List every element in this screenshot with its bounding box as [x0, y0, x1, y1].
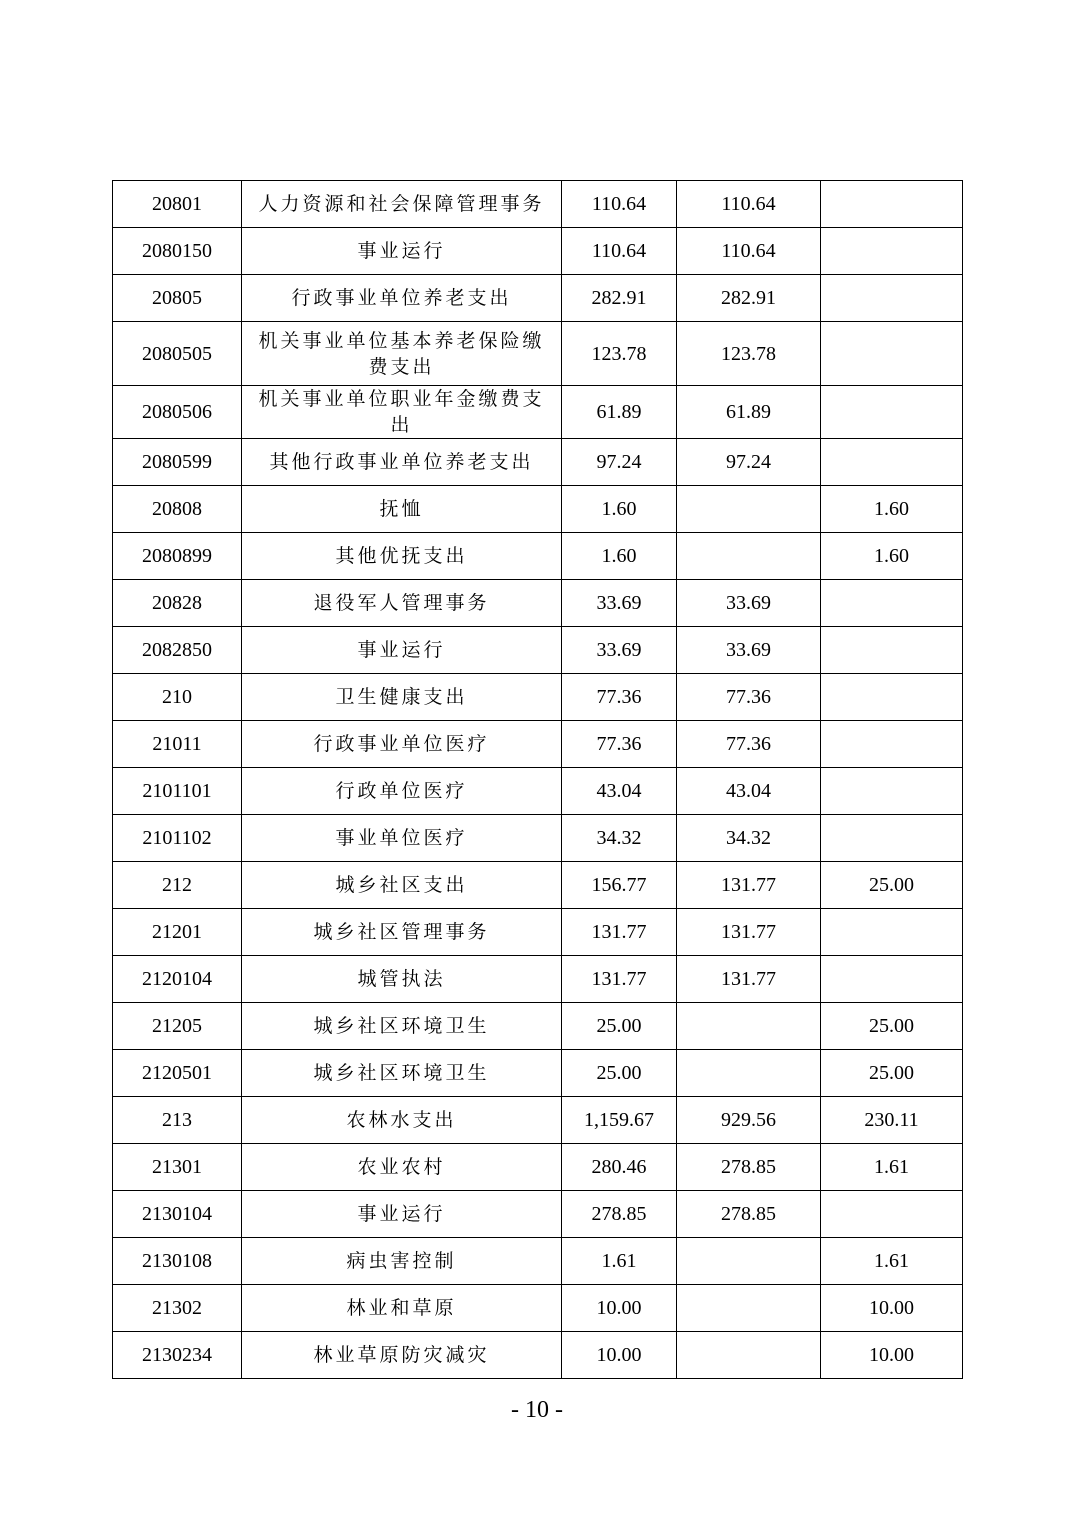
table-row [113, 627, 963, 674]
table-row [113, 674, 963, 721]
subject-name-cell: 城管执法 [242, 956, 562, 1003]
project-expenditure-cell [821, 768, 963, 815]
table-row [113, 1050, 963, 1097]
total-amount-cell: 25.00 [562, 1050, 677, 1097]
project-expenditure-cell [821, 580, 963, 627]
project-expenditure-cell: 230.11 [821, 1097, 963, 1144]
subject-code-cell: 20808 [113, 486, 242, 533]
basic-expenditure-cell: 33.69 [677, 580, 821, 627]
total-amount-cell: 131.77 [562, 909, 677, 956]
subject-name-cell: 抚恤 [242, 486, 562, 533]
basic-expenditure-cell: 131.77 [677, 909, 821, 956]
total-amount-cell: 156.77 [562, 862, 677, 909]
project-expenditure-cell: 1.60 [821, 533, 963, 580]
subject-code-cell: 2080150 [113, 228, 242, 275]
basic-expenditure-cell [677, 1285, 821, 1332]
basic-expenditure-cell: 110.64 [677, 181, 821, 228]
basic-expenditure-cell: 110.64 [677, 228, 821, 275]
project-expenditure-cell [821, 815, 963, 862]
project-expenditure-cell: 25.00 [821, 862, 963, 909]
subject-name-cell: 事业运行 [242, 228, 562, 275]
subject-name-cell: 行政事业单位养老支出 [242, 275, 562, 322]
project-expenditure-cell [821, 439, 963, 486]
total-amount-cell: 43.04 [562, 768, 677, 815]
basic-expenditure-cell: 61.89 [677, 386, 821, 439]
table-row [113, 533, 963, 580]
table-row [113, 486, 963, 533]
basic-expenditure-cell: 43.04 [677, 768, 821, 815]
total-amount-cell: 1.61 [562, 1238, 677, 1285]
project-expenditure-cell [821, 386, 963, 439]
subject-name-cell: 机关事业单位基本养老保险缴费支出 [242, 322, 562, 386]
subject-code-cell: 21301 [113, 1144, 242, 1191]
table-row [113, 322, 963, 386]
project-expenditure-cell [821, 956, 963, 1003]
project-expenditure-cell [821, 228, 963, 275]
total-amount-cell: 110.64 [562, 228, 677, 275]
project-expenditure-cell [821, 674, 963, 721]
table-row [113, 1285, 963, 1332]
total-amount-cell: 10.00 [562, 1332, 677, 1379]
subject-code-cell: 2080506 [113, 386, 242, 439]
total-amount-cell: 97.24 [562, 439, 677, 486]
project-expenditure-cell: 25.00 [821, 1003, 963, 1050]
page-number: - 10 - [511, 1397, 563, 1423]
project-expenditure-cell [821, 322, 963, 386]
project-expenditure-cell: 1.61 [821, 1144, 963, 1191]
subject-code-cell: 2120104 [113, 956, 242, 1003]
subject-code-cell: 2101102 [113, 815, 242, 862]
total-amount-cell: 1,159.67 [562, 1097, 677, 1144]
total-amount-cell: 34.32 [562, 815, 677, 862]
subject-code-cell: 21302 [113, 1285, 242, 1332]
total-amount-cell: 278.85 [562, 1191, 677, 1238]
subject-name-cell: 其他优抚支出 [242, 533, 562, 580]
subject-code-cell: 20828 [113, 580, 242, 627]
total-amount-cell: 61.89 [562, 386, 677, 439]
table-row [113, 1097, 963, 1144]
total-amount-cell: 10.00 [562, 1285, 677, 1332]
subject-name-cell: 机关事业单位职业年金缴费支出 [242, 386, 562, 439]
total-amount-cell: 282.91 [562, 275, 677, 322]
project-expenditure-cell: 1.60 [821, 486, 963, 533]
total-amount-cell: 131.77 [562, 956, 677, 1003]
basic-expenditure-cell [677, 1050, 821, 1097]
subject-name-cell: 事业运行 [242, 627, 562, 674]
subject-name-cell: 城乡社区支出 [242, 862, 562, 909]
project-expenditure-cell: 10.00 [821, 1332, 963, 1379]
subject-name-cell: 退役军人管理事务 [242, 580, 562, 627]
basic-expenditure-cell: 278.85 [677, 1144, 821, 1191]
subject-code-cell: 212 [113, 862, 242, 909]
subject-name-cell: 林业草原防灾减灾 [242, 1332, 562, 1379]
subject-code-cell: 2130104 [113, 1191, 242, 1238]
budget-table [112, 180, 963, 1379]
total-amount-cell: 33.69 [562, 627, 677, 674]
subject-name-cell: 人力资源和社会保障管理事务 [242, 181, 562, 228]
project-expenditure-cell [821, 181, 963, 228]
project-expenditure-cell: 25.00 [821, 1050, 963, 1097]
subject-name-cell: 病虫害控制 [242, 1238, 562, 1285]
basic-expenditure-cell: 282.91 [677, 275, 821, 322]
basic-expenditure-cell: 131.77 [677, 956, 821, 1003]
table-row [113, 956, 963, 1003]
subject-code-cell: 2120501 [113, 1050, 242, 1097]
project-expenditure-cell [821, 909, 963, 956]
table-row [113, 1144, 963, 1191]
subject-name-cell: 农业农村 [242, 1144, 562, 1191]
total-amount-cell: 110.64 [562, 181, 677, 228]
basic-expenditure-cell [677, 1003, 821, 1050]
subject-code-cell: 213 [113, 1097, 242, 1144]
total-amount-cell: 1.60 [562, 533, 677, 580]
subject-name-cell: 城乡社区环境卫生 [242, 1050, 562, 1097]
table-row [113, 721, 963, 768]
basic-expenditure-cell: 33.69 [677, 627, 821, 674]
basic-expenditure-cell: 131.77 [677, 862, 821, 909]
subject-code-cell: 20801 [113, 181, 242, 228]
subject-name-cell: 事业运行 [242, 1191, 562, 1238]
subject-code-cell: 2080599 [113, 439, 242, 486]
subject-name-cell: 城乡社区管理事务 [242, 909, 562, 956]
table-row [113, 1003, 963, 1050]
project-expenditure-cell [821, 721, 963, 768]
subject-code-cell: 21201 [113, 909, 242, 956]
subject-code-cell: 2080505 [113, 322, 242, 386]
table-row [113, 439, 963, 486]
basic-expenditure-cell [677, 1332, 821, 1379]
subject-name-cell: 农林水支出 [242, 1097, 562, 1144]
table-row [113, 181, 963, 228]
basic-expenditure-cell: 77.36 [677, 721, 821, 768]
project-expenditure-cell: 1.61 [821, 1238, 963, 1285]
project-expenditure-cell [821, 1191, 963, 1238]
total-amount-cell: 77.36 [562, 674, 677, 721]
basic-expenditure-cell: 929.56 [677, 1097, 821, 1144]
basic-expenditure-cell: 34.32 [677, 815, 821, 862]
total-amount-cell: 123.78 [562, 322, 677, 386]
total-amount-cell: 33.69 [562, 580, 677, 627]
subject-code-cell: 2101101 [113, 768, 242, 815]
subject-name-cell: 行政事业单位医疗 [242, 721, 562, 768]
total-amount-cell: 25.00 [562, 1003, 677, 1050]
subject-code-cell: 21205 [113, 1003, 242, 1050]
table-row [113, 275, 963, 322]
basic-expenditure-cell: 97.24 [677, 439, 821, 486]
subject-name-cell: 林业和草原 [242, 1285, 562, 1332]
project-expenditure-cell [821, 275, 963, 322]
basic-expenditure-cell: 77.36 [677, 674, 821, 721]
table-row [113, 580, 963, 627]
total-amount-cell: 280.46 [562, 1144, 677, 1191]
table-row [113, 1191, 963, 1238]
subject-code-cell: 2130108 [113, 1238, 242, 1285]
subject-name-cell: 卫生健康支出 [242, 674, 562, 721]
subject-code-cell: 210 [113, 674, 242, 721]
table-row [113, 909, 963, 956]
table-row [113, 1238, 963, 1285]
subject-code-cell: 21011 [113, 721, 242, 768]
basic-expenditure-cell [677, 1238, 821, 1285]
subject-name-cell: 行政单位医疗 [242, 768, 562, 815]
subject-code-cell: 20805 [113, 275, 242, 322]
project-expenditure-cell: 10.00 [821, 1285, 963, 1332]
table-body [113, 181, 963, 1379]
table-row [113, 1332, 963, 1379]
subject-name-cell: 事业单位医疗 [242, 815, 562, 862]
table-row [113, 815, 963, 862]
subject-code-cell: 2130234 [113, 1332, 242, 1379]
subject-name-cell: 城乡社区环境卫生 [242, 1003, 562, 1050]
basic-expenditure-cell [677, 533, 821, 580]
subject-code-cell: 2080899 [113, 533, 242, 580]
basic-expenditure-cell [677, 486, 821, 533]
table-row [113, 862, 963, 909]
table-row [113, 386, 963, 439]
subject-code-cell: 2082850 [113, 627, 242, 674]
project-expenditure-cell [821, 627, 963, 674]
basic-expenditure-cell: 278.85 [677, 1191, 821, 1238]
total-amount-cell: 1.60 [562, 486, 677, 533]
total-amount-cell: 77.36 [562, 721, 677, 768]
table-row [113, 768, 963, 815]
basic-expenditure-cell: 123.78 [677, 322, 821, 386]
subject-name-cell: 其他行政事业单位养老支出 [242, 439, 562, 486]
table-row [113, 228, 963, 275]
